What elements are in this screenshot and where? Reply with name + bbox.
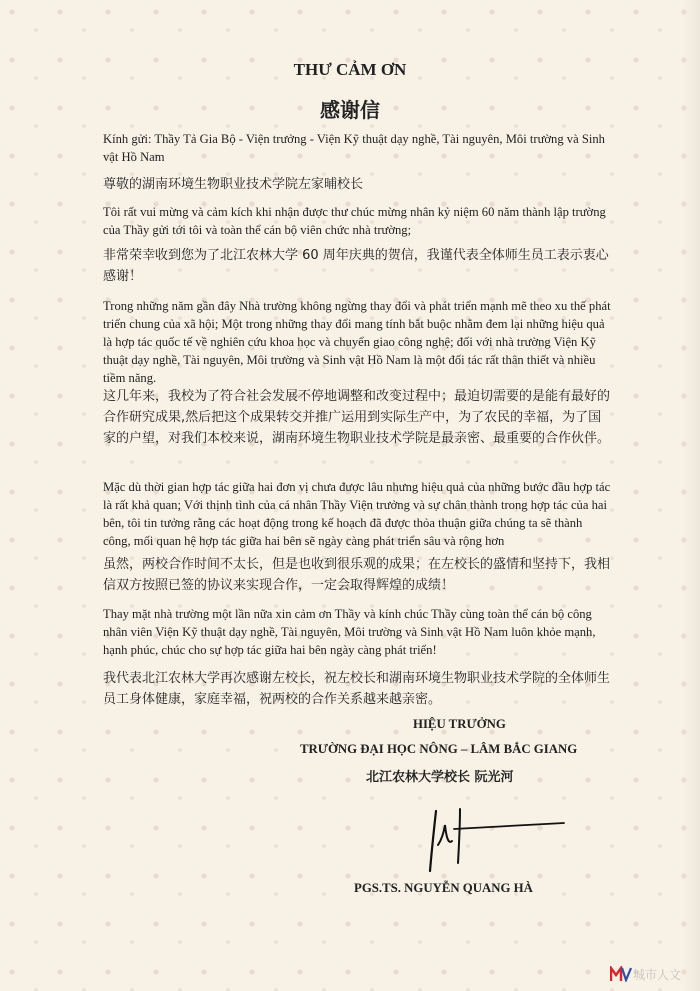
logo-icon: [610, 966, 632, 982]
handwritten-signature: [418, 805, 568, 875]
title-vietnamese: THƯ CẢM ƠN: [293, 60, 407, 79]
paragraph-4-chinese: 我代表北江农林大学再次感谢左校长，祝左校长和湖南环境生物职业技术学院的全体师生员工身体健康，家庭幸福，祝两校的合作关系越来越亲密。: [103, 671, 611, 707]
signer-position: HIỆU TRƯỞNG: [413, 717, 506, 731]
paragraph-2-chinese: 这几年来，我校为了符合社会发展不停地调整和改变过程中；最迫切需要的是能有最好的合作研究成果,然后把这个成果转交并推广运用到实际生产中，为了农民的幸福，为了国家的户望，对我们本校来说，湖南环境生物职业技术学院是最亲密、最重要的合作伙伴。: [103, 389, 611, 446]
title-chinese: 感谢信: [320, 98, 380, 122]
greeting-chinese: 尊敬的湖南环境生物职业技术学院左家晡校长: [103, 177, 364, 192]
paragraph-1-vietnamese: Tôi rất vui mừng và cảm kích khi nhận được thư chúc mừng nhân kỷ niệm 60 năm thành lập trường của Thầy gửi tới tôi và toàn thể cán bộ viên chức nhà trường;: [103, 205, 606, 237]
watermark-text: 城市人文: [633, 968, 682, 982]
signer-institution: TRƯỜNG ĐẠI HỌC NÔNG – LÂM BẮC GIANG: [300, 742, 578, 756]
signer-chinese-line: 北江农林大学校长 阮光河: [366, 770, 514, 785]
page-edge: [682, 0, 700, 991]
signer-name: PGS.TS. NGUYỄN QUANG HÀ: [354, 881, 533, 895]
paragraph-4-vietnamese: Thay mặt nhà trường một lần nữa xin cảm ơn Thầy và kính chúc Thầy cùng toàn thể cán bộ công nhân viên Viện Kỹ thuật dạy nghề, Tài nguyên, Môi trường và Sinh vật Hồ Nam luôn khỏe mạnh, hạnh phúc, chúc cho sự hợp tác giữa hai bên ngày càng phát triển!: [103, 607, 596, 657]
paragraph-1-chinese: 非常荣幸收到您为了北江农林大学 60 周年庆典的贺信，我谨代表全体师生员工表示衷心感谢！: [103, 248, 609, 284]
paragraph-3-chinese: 虽然，两校合作时间不太长，但是也收到很乐观的成果；在左校长的盛情和坚持下，我相信双方按照已签的协议来实现合作，一定会取得辉煌的成绩！: [103, 557, 611, 593]
paragraph-3-vietnamese: Mặc dù thời gian hợp tác giữa hai đơn vị chưa được lâu nhưng hiệu quả của những bước đầu hợp tác là rất khả quan; Với thịnh tình của cá nhân Thầy Viện trưởng và sự chân thành trong hợp tác của hai bên, tôi tin tưởng rằng các hoạt động trong kế hoạch đã được thỏa thuận giữa chúng ta sẽ thành công, mối quan hệ hợp tác giữa hai bên sẽ ngày càng phát triển sâu và rộng hơn: [103, 480, 611, 548]
paragraph-2-vietnamese: Trong những năm gần đây Nhà trường không ngừng thay đổi và phát triển mạnh mẽ theo xu thế phát triển chung của xã hội; Một trong những thay đổi mang tính bắt buộc nhằm đem lại những hiệu quả là hợp tác quốc tế về nghiên cứu khoa học và chuyển giao công nghệ; đối với nhà trường Viện Kỹ thuật dạy nghề, Tài nguyên, Môi trường và Sinh vật Hồ Nam là một đối tác rất thân thiết và nhiều tiềm năng.: [103, 299, 611, 385]
greeting-vietnamese: Kính gửi: Thầy Tả Gia Bộ - Viện trưởng - Viện Kỹ thuật dạy nghề, Tài nguyên, Môi trường và Sinh vật Hồ Nam: [103, 132, 605, 164]
